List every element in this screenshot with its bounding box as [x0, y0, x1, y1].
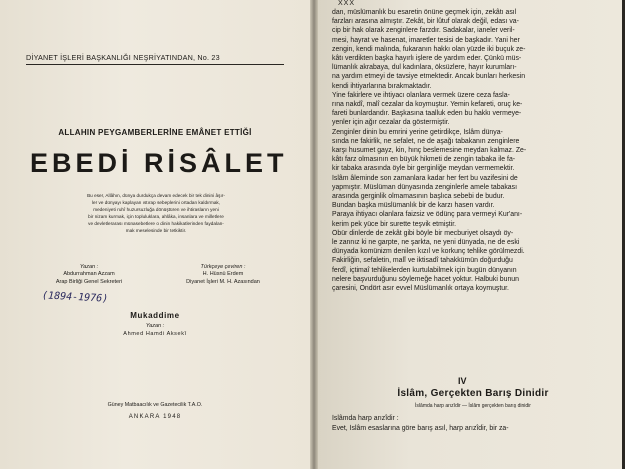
intro-paragraph	[28, 193, 284, 234]
body-line: arasında gerginlik olmamasının başlıca sebebi de budur.	[332, 193, 505, 201]
body-line: zengin, kendi malında, fukaranın hakkı olan yüzde iki buçuk ze-	[332, 45, 526, 53]
body-line: sında ne fakirlik, ne sefalet, ne de aşağı tabakanın zenginlere	[332, 137, 520, 145]
translator-credit	[160, 264, 286, 286]
body-line: çaresini, Ondört asır evvel Müslümanlık ortaya koymuştur.	[332, 285, 509, 293]
section-line: Evet, İslâm esaslarına göre barış asıl, harp arızîdir, bir za-	[332, 425, 509, 432]
city-year: ANKARA 1948	[128, 414, 182, 420]
intro-line: bir nizam kurmak, için topluluklara, ahlâka, insanlara ve milletlere	[88, 213, 224, 219]
author-name: Abdurrahman Azzam	[63, 271, 115, 278]
body-line: Bundan başka müslümanlık bir de karzı hasen vardır.	[332, 202, 495, 210]
body-line: İslâm âleminde son zamanlara kadar her fert bu vazifesini de	[332, 174, 518, 182]
body-line: le zannız ki ne garpte, ne şarkta, ne yeni dünyada, ne de eski	[332, 239, 520, 247]
author-role: Arap Birliği Genel Sekreteri	[55, 278, 123, 285]
body-line: dünyada komünizm denilen kızıl ve korkunç tehlike görülmezdi.	[332, 248, 525, 256]
translator-name: H. Hüsnü Erdem	[202, 271, 244, 278]
author-label: Yazan :	[79, 264, 99, 270]
body-line: kâtı verdikten başka hayırlı işlere de yardım eder. Çünkü müs-	[332, 55, 522, 63]
section-number: IV	[458, 376, 467, 386]
book-subtitle: ALLAHIN PEYGAMBERLERİNE EMÂNET ETTİĞİ	[58, 128, 252, 137]
title-page	[0, 0, 312, 469]
body-line: na yardım etmeyi de tavsiye etmektedir. Ancak bunları herkesin	[332, 73, 526, 81]
body-line: kendi ihtiyarlarına bırakmaktadır.	[332, 82, 432, 90]
book-title: EBEDİ RİSÂLET	[30, 148, 288, 178]
section-title: İslâm, Gerçekten Barış Dinidir	[397, 388, 549, 399]
body-line: mesi, hayrat ve hasenat, imaretler tesisi de başkadır. Yani her	[332, 36, 520, 44]
book-gutter	[310, 0, 318, 469]
section-line: İslâmda harp arızîdir :	[332, 415, 399, 422]
section-body	[332, 414, 616, 434]
body-line: dan, müslümanlık bu esaretin önüne geçmek için, zekâtı asıl	[332, 9, 517, 16]
body-line: rına nakdî, malî cezalar da koymuştur. Yemin kefareti, oruç ke-	[332, 101, 523, 109]
body-line: Paraya ihtiyacı olanlara faizsiz ve ödünç para vermeyi Kur'anı-	[332, 211, 523, 219]
page-number: XXX	[338, 0, 356, 7]
body-line: kâtı farz olmasının en büyük hikmeti de zengin tabaka ile fa-	[332, 156, 516, 164]
author-credit	[28, 264, 150, 286]
body-line: yapmıştır. Müslüman dünyasında zenginlerle amele tabakası	[332, 183, 517, 191]
text-page	[318, 0, 625, 469]
body-line: yenler için ağır cezalar da göstermiştir.	[332, 119, 450, 127]
handwritten-dates: (1894-1976)	[41, 290, 109, 305]
preface-author: Ahmed Hamdi Aksekî	[123, 331, 187, 337]
printer-name: Güney Matbaacılık ve Gazetecilik T.A.O.	[107, 402, 203, 408]
preface-label: Yazan :	[145, 323, 165, 329]
intro-line: ve devletlerarası münasebetlere o dinin hakikatlerinden faydalan-	[88, 220, 224, 226]
body-line: fareti bunlardandır. Başkasına taalluk eden bu hakkı vermeye-	[332, 110, 522, 118]
body-line: nelere başvurduğunu söylemeğe hacet yoktur. Halbuki bunun	[332, 275, 519, 283]
intro-line: mak meselesinde bir tetkiktir.	[125, 227, 187, 233]
section-subtitle: İslâmda harp arızîdir — İslâm gerçekten barış dinidir	[415, 403, 531, 409]
body-text	[332, 8, 616, 293]
intro-line: Bu eser, Allâhın, dünya durdukça devam edecek bir tek dinini âşır-	[87, 193, 225, 198]
body-line: ferdî, içtimaî tehlikelerden kurtulabilmek için bugün dünyanın	[332, 266, 517, 274]
body-line: Zenginler dinin bu emrini yerine getirdikçe, İslâm dünya-	[332, 128, 503, 136]
translator-role: Diyanet İşleri M. H. Azasından	[186, 278, 260, 285]
body-line: farzları arasına almıştır. Zekât, bir lûtuf olarak değil, edası va-	[332, 18, 519, 26]
body-line: kir tabaka arasında öyle bir gerginliğe meydan vermemektir.	[332, 165, 515, 173]
body-line: kerim pek yüce bir surette teşvik etmiştir.	[332, 220, 457, 228]
preface-title: Mukaddime	[130, 311, 180, 320]
intro-line: ler ve dünyayı kaplayan ıstırap sebeplerini ortadan kaldırmak,	[91, 199, 221, 205]
body-line: cip bir hak olarak zenginlere farzdır. Sadakalar, ianeler veril-	[332, 27, 515, 35]
body-line: lümanlık akrabaya, dul kadınlara, öksüzlere, hayır kurumları-	[332, 64, 517, 72]
body-line: karşı husumet gayz, kin, hınç beslemesine meydan kalmaz. Ze-	[332, 147, 527, 155]
body-line: Fakirliğin, sefaletin, malî ve iktisadî tahakkümün doğurduğu	[332, 257, 513, 265]
publisher-header: DİYANET İŞLERİ BAŞKANLIĞI NEŞRİYATINDAN, No. 23	[26, 53, 284, 65]
intro-line: medeniyeti ruhî huzursuzluğa dönüştüren ve ihtirasların yeni	[93, 206, 219, 212]
body-line: Öbür dinlerde de zekât gibi böyle bir mecburiyet olsaydı öy-	[332, 229, 514, 237]
translator-label: Türkçeye çeviren :	[200, 264, 246, 270]
body-line: Yine fakirlere ve ihtiyacı olanlara vermek üzere ceza fasla-	[332, 91, 510, 99]
